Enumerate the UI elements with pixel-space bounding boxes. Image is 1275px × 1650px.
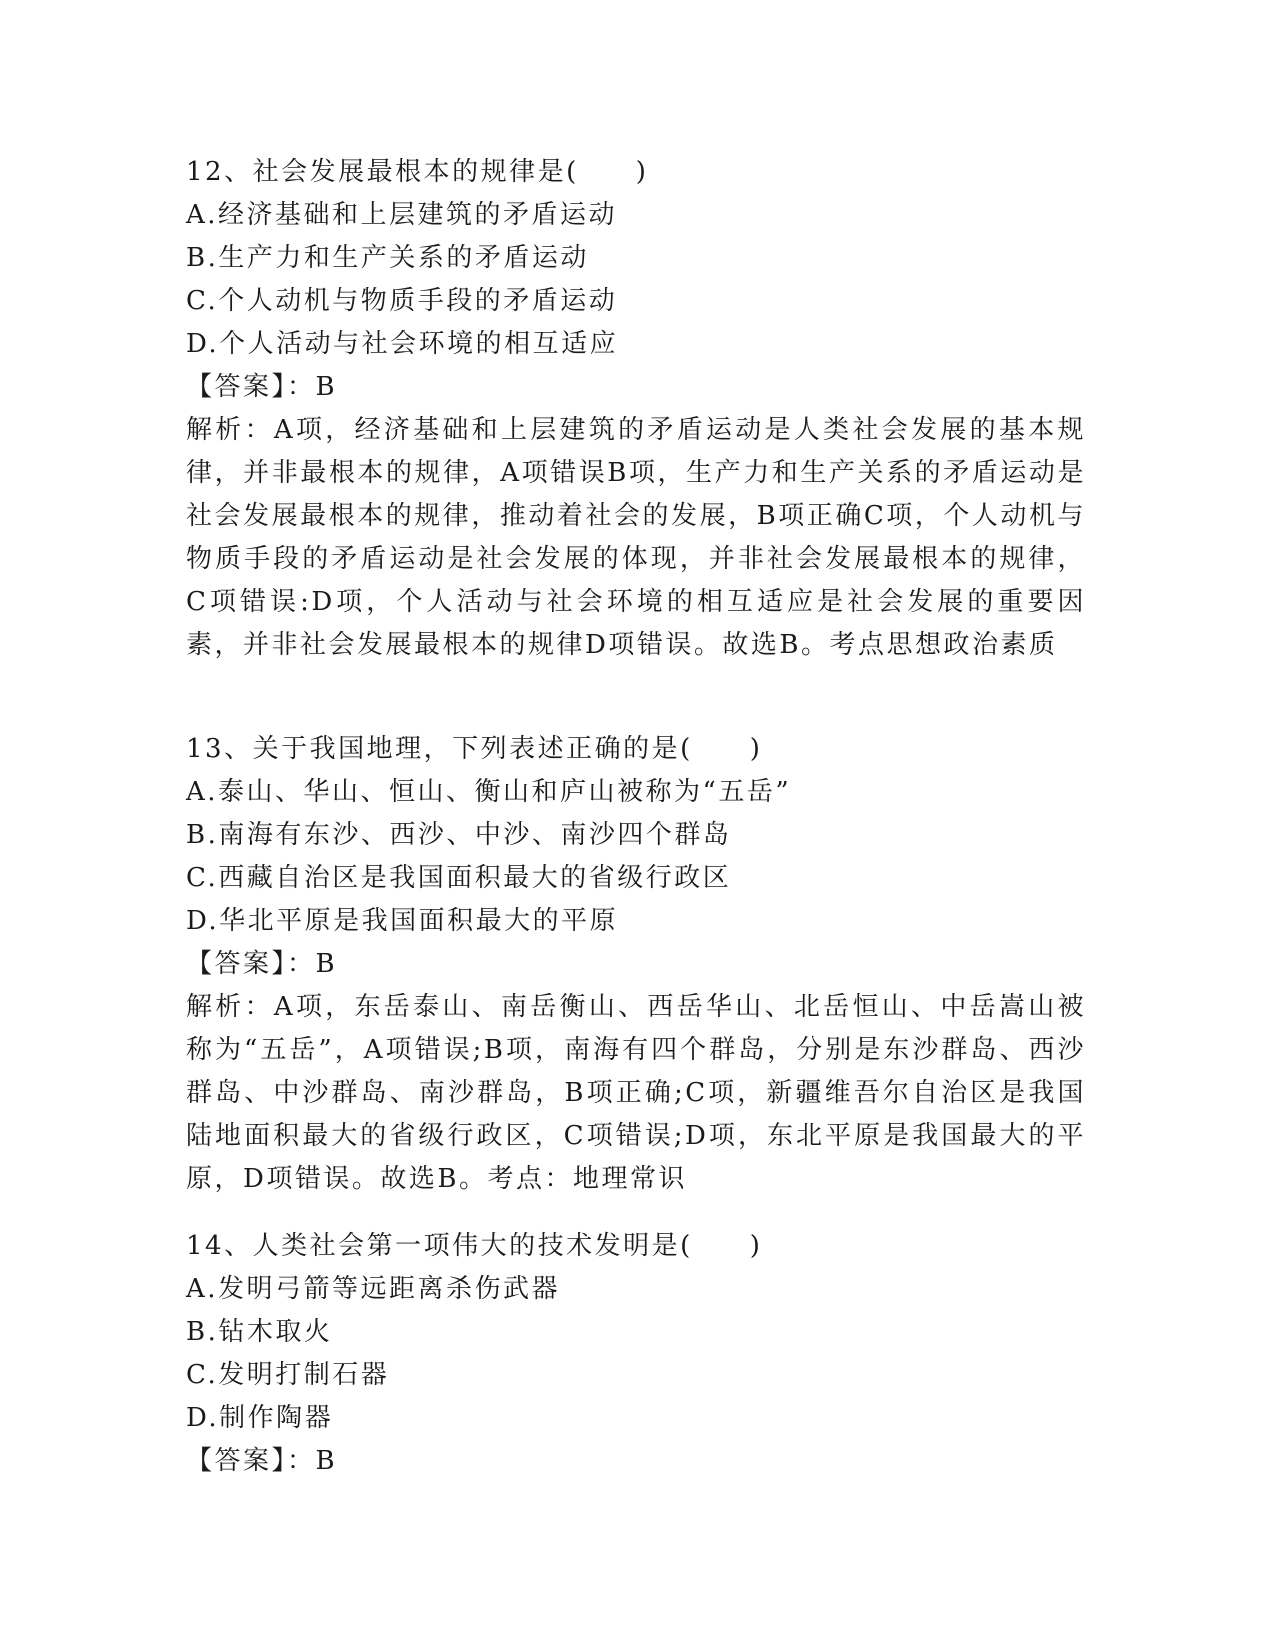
question-stem: 14、人类社会第一项伟大的技术发明是( ) <box>186 1231 763 1261</box>
question-13 <box>186 728 1086 1201</box>
option-a: A.经济基础和上层建筑的矛盾运动 <box>186 200 618 230</box>
option-c: C.发明打制石器 <box>186 1360 390 1390</box>
option-d: D.制作陶器 <box>186 1403 334 1433</box>
question-14 <box>186 1225 1086 1483</box>
answer: 【答案】：B <box>186 372 338 402</box>
answer: 【答案】：B <box>186 1446 338 1476</box>
option-c: C.西藏自治区是我国面积最大的省级行政区 <box>186 863 732 893</box>
option-d: D.华北平原是我国面积最大的平原 <box>186 906 619 936</box>
question-12 <box>186 151 1086 667</box>
question-stem: 13、关于我国地理，下列表述正确的是( ) <box>186 734 763 764</box>
option-c: C.个人动机与物质手段的矛盾运动 <box>186 286 618 316</box>
answer: 【答案】：B <box>186 949 338 979</box>
option-d: D.个人活动与社会环境的相互适应 <box>186 329 619 359</box>
analysis: 解析：A项，东岳泰山、南岳衡山、西岳华山、北岳恒山、中岳嵩山被称为“五岳”，A项错误;B项，南海有四个群岛，分别是东沙群岛、西沙群岛、中沙群岛、南沙群岛，B项正确;C项，新疆维吾尔自治区是我国陆地面积最大的省级行政区，C项错误;D项，东北平原是我国最大的平原，D项错误。故选B。考点：地理常识 <box>186 992 1086 1194</box>
option-b: B.生产力和生产关系的矛盾运动 <box>186 243 589 273</box>
option-b: B.南海有东沙、西沙、中沙、南沙四个群岛 <box>186 820 732 850</box>
option-b: B.钻木取火 <box>186 1317 333 1347</box>
analysis: 解析：A项，经济基础和上层建筑的矛盾运动是人类社会发展的基本规律，并非最根本的规律，A项错误B项，生产力和生产关系的矛盾运动是社会发展最根本的规律，推动着社会的发展，B项正确C项，个人动机与物质手段的矛盾运动是社会发展的体现，并非社会发展最根本的规律，C项错误:D项，个人活动与社会环境的相互适应是社会发展的重要因素，并非社会发展最根本的规律D项错误。故选B。考点思想政治素质 <box>186 415 1086 660</box>
option-a: A.泰山、华山、恒山、衡山和庐山被称为“五岳” <box>186 777 792 807</box>
option-a: A.发明弓箭等远距离杀伤武器 <box>186 1274 561 1304</box>
question-stem: 12、社会发展最根本的规律是( ) <box>186 157 649 187</box>
